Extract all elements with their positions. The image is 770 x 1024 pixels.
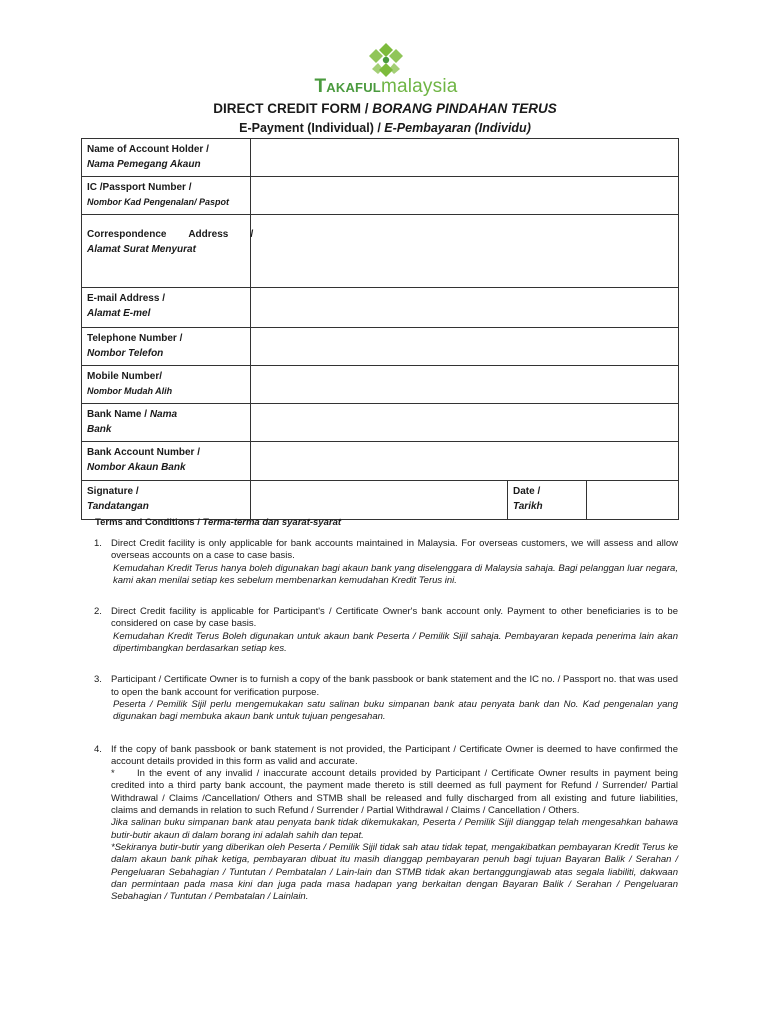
term-text-en: Direct Credit facility is only applicable for bank accounts maintained in Malaysia. For overseas customers, we will assess and allow overseas accounts on a case to case basis. (111, 538, 678, 562)
date-cell (508, 481, 679, 520)
form-title: DIRECT CREDIT FORM / BORANG PINDAHAN TERUS (213, 101, 557, 116)
row-ic-passport (82, 177, 679, 215)
row-mobile (82, 366, 679, 404)
term-number: 4. (94, 743, 102, 755)
input-email[interactable] (251, 288, 679, 328)
term-text-en: If the copy of bank passbook or bank statement is not provided, the Participant / Certificate Owner is deemed to have confirmed the account details provided in this form as valid and accurate. (111, 743, 678, 767)
term-text-en: Participant / Certificate Owner is to furnish a copy of the bank passbook or bank statement and the IC no. / Passport no. that was used to open the bank account for verification purpose. (111, 674, 678, 698)
row-email (82, 288, 679, 328)
term-text-ms: Kemudahan Kredit Terus hanya boleh digunakan bagi akaun bank yang diselenggara di Malaysia sahaja. Bagi pelanggan luar negara, kami akan menilai setiap kes sebelum membenarkan kemudahan Kredit Terus ini. (113, 562, 678, 586)
row-address (82, 215, 679, 288)
row-bank-name (82, 404, 679, 442)
row-signature-date (82, 481, 679, 520)
label-date: Date / Tarikh (508, 481, 587, 519)
term-number: 2. (94, 606, 102, 618)
form-table (81, 138, 679, 520)
input-telephone[interactable] (251, 328, 679, 366)
input-date[interactable] (587, 481, 678, 519)
term-text-en: Direct Credit facility is applicable for Participant's / Certificate Owner's bank account only. Payment to other beneficiaries is to be considered on case by case basis. (111, 606, 678, 630)
term-number: 3. (94, 674, 102, 686)
row-account-holder (82, 139, 679, 177)
term-item (84, 674, 678, 723)
input-signature[interactable] (251, 481, 423, 520)
row-account-number (82, 442, 679, 481)
term-text-ms: Kemudahan Kredit Terus Boleh digunakan untuk akaun bank Peserta / Pemilik Sijil sahaja. Pembayaran kepada penerima lain akan dipertimbangkan berdasarkan setiap kes. (113, 630, 678, 655)
input-signature-extra[interactable] (423, 481, 508, 520)
label-email: E-mail Address / Alamat E-mel (82, 288, 251, 328)
label-bank-name: Bank Name / Nama Bank (82, 404, 251, 442)
term-text-ms: Peserta / Pemilik Sijil perlu mengemukakan satu salinan buku simpanan bank atau penyata bank dan No. Kad pengenalan yang digunakan bagi membuka akaun bank untuk tujuan pengesahan. (113, 698, 678, 723)
term-sub-en: * In the event of any invalid / inaccurate account details provided by Participant / Certificate Owner results in payment being credited into a third party bank account, the payment made thereto is still deemed as full payment for Refund / Surrender/ Partial Withdrawal / Claims /Cancellation/ Others and STMB shall be released and fully discharged from all existing and future liabilities, claims and demands in relation to such Refund / Surrender / Partial Withdrawal / Claims / Cancellation / Others. (111, 768, 678, 817)
input-mobile[interactable] (251, 366, 679, 404)
term-sub-ms: *Sekiranya butir-butir yang diberikan oleh Peserta / Pemilik Sijil tidak sah atau tidak tepat, mengakibatkan pembayaran Kredit Terus ke dalam akaun bank pihak ketiga, pembayaran dibuat itu masih dianggap pembayaran penuh bagi tujuan Bayaran Balik / Serahan / Pengeluaran Sebahagian / Tuntutan / Pembatalan / Lain-lain dan STMB tidak akan bertanggungjawab atas segala liabiliti, dakwaan dan permintaan pada masa kini dan juga pada masa hadapan yang berkaitan dengan Bayaran Balik / Serahan / Pengeluaran Sebahagian / Tuntutan / Pembatalan / Lainlain. (111, 841, 678, 903)
term-text-ms: Jika salinan buku simpanan bank atau penyata bank tidak dikemukakan, Peserta / Pemilik Sijil dianggap telah mengesahkan bahawa butir-butir akaun di dalam borang ini adalah sahih dan tepat. (111, 817, 678, 841)
input-ic-passport[interactable] (251, 177, 679, 215)
row-telephone (82, 328, 679, 366)
logo-mark-icon (366, 42, 406, 78)
input-account-holder[interactable] (251, 139, 679, 177)
label-account-number: Bank Account Number / Nombor Akaun Bank (82, 442, 251, 481)
label-account-holder: Name of Account Holder / Nama Pemegang Akaun (82, 139, 251, 177)
label-telephone: Telephone Number / Nombor Telefon (82, 328, 251, 366)
label-signature: Signature / Tandatangan (82, 481, 251, 520)
term-item (84, 606, 678, 655)
input-bank-name[interactable] (251, 404, 679, 442)
label-ic-passport: IC /Passport Number / Nombor Kad Pengenalan/ Paspot (82, 177, 251, 215)
term-item (84, 538, 678, 587)
terms-list (84, 538, 678, 903)
term-number: 1. (94, 538, 102, 549)
logo-wordmark: Takafulmalaysia (314, 76, 458, 97)
input-account-number[interactable] (251, 442, 679, 481)
label-address: Correspondence Address / Alamat Surat Menyurat (82, 215, 251, 288)
takaful-malaysia-logo (306, 42, 466, 98)
input-address[interactable] (251, 215, 679, 288)
form-subtitle: E-Payment (Individual) / E-Pembayaran (Individu) (239, 121, 531, 135)
label-mobile: Mobile Number/ Nombor Mudah Alih (82, 366, 251, 404)
term-item (84, 744, 678, 904)
terms-heading: Terms and Conditions / Terma-terma dan syarat-syarat (95, 517, 342, 528)
